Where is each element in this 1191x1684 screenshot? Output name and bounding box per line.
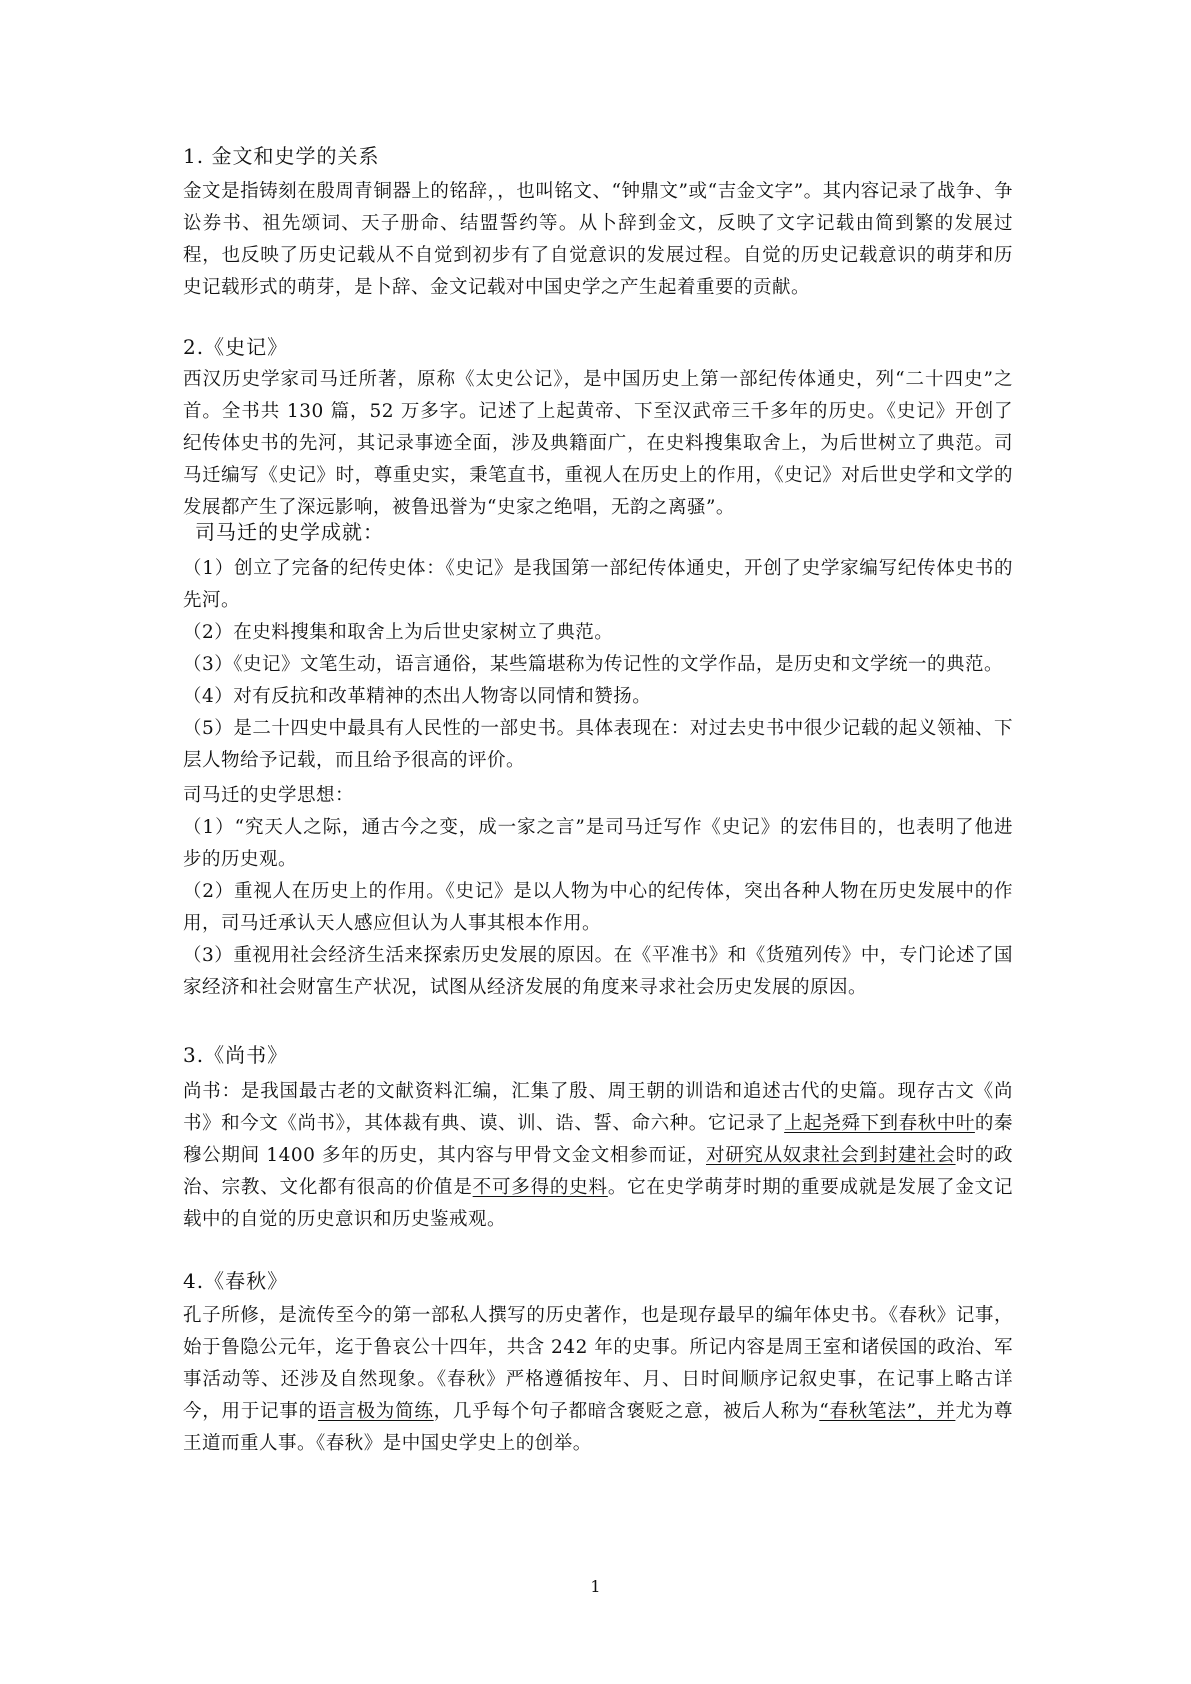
achievement-item: （1）创立了完备的纪传史体：《史记》是我国第一部纪传体通史，开创了史学家编写纪传体史书的先河。 <box>183 558 1013 611</box>
achievement-item: （5）是二十四史中最具有人民性的一部史书。具体表现在：对过去史书中很少记载的起义领袖、下层人物给予记载，而且给予很高的评价。 <box>183 718 1013 771</box>
underlined-text: 对研究从奴隶社会到封建社会 <box>706 1145 956 1166</box>
achievement-item: （3）《史记》文笔生动，语言通俗，某些篇堪称为传记性的文学作品，是历史和文学统一的典范。 <box>183 654 1004 675</box>
section-3-heading: 3.《尚书》 <box>183 1043 289 1067</box>
underlined-text: 语言极为简练 <box>317 1401 434 1422</box>
section-2-paragraph: 西汉历史学家司马迁所著，原称《太史公记》，是中国历史上第一部纪传体通史，列“二十四史”之首。全书共 130 篇，52 万多字。记述了上起黄帝、下至汉武帝三千多年的历史。《史记》开创了纪传体史书的先河，其记录事迹全面，涉及典籍面广，在史料搜集取舍上，为后世树立了典范。司马迁编写《史记》时，尊重史实，秉笔直书，重视人在历史上的作用，《史记》对后世史学和文学的发展都产生了深远影响，被鲁迅誉为“史家之绝唱，无韵之离骚”。 <box>183 369 1013 518</box>
thoughts-block <box>183 780 1013 1004</box>
achievements-heading: 司马迁的史学成就： <box>195 520 384 544</box>
achievements-list <box>183 553 1013 777</box>
achievement-item: （4）对有反抗和改革精神的杰出人物寄以同情和赞扬。 <box>183 686 652 707</box>
text-run: ，几乎每个句子都暗含褒贬之意，被后人称为 <box>433 1401 820 1422</box>
thought-item: （1）“究天人之际，通古今之变，成一家之言”是司马迁写作《史记》的宏伟目的，也表明了他进步的历史观。 <box>183 817 1013 870</box>
text-run: 时的政治、宗教、文化都有很高的价值是 <box>183 1145 1013 1198</box>
text-run: 。它在史学萌芽时期的重要成就是发展了金文记载中的自觉的历史意识和历史鉴戒观。 <box>183 1177 1013 1230</box>
text-run: 孔子所修，是流传至今的第一部私人撰写的历史著作，也是现存最早的编年体史书。《春秋》记事，始于鲁隐公元年，迄于鲁哀公十四年，共含 242 年的史事。所记内容是周王室和诸侯国的政治、军事活动等、还涉及自然现象。《春秋》严格遵循按年、月、日时间顺序记叙史事，在记事上略古详今，用于记事的 <box>183 1305 1013 1422</box>
section-1-paragraph: 金文是指铸刻在殷周青铜器上的铭辞，，也叫铭文、“钟鼎文”或“吉金文字”。其内容记录了战争、争讼券书、祖先颂词、天子册命、结盟誓约等。从卜辞到金文，反映了文字记载由简到繁的发展过程，也反映了历史记载从不自觉到初步有了自觉意识的发展过程。自觉的历史记载意识的萌芽和历史记载形式的萌芽，是卜辞、金文记载对中国史学之产生起着重要的贡献。 <box>183 181 1013 298</box>
underlined-text: “春秋笔法”，并 <box>819 1401 956 1422</box>
underlined-text: 上起尧舜下到春秋中叶 <box>784 1113 975 1134</box>
section-2-heading: 2.《史记》 <box>183 335 289 359</box>
text-run: 的秦穆公期间 1400 多年的历史，其内容与甲骨文金文相参而证， <box>183 1113 1013 1166</box>
text-run: 尤为尊王道而重人事。《春秋》是中国史学史上的创举。 <box>183 1401 1013 1454</box>
thought-item: （3）重视用社会经济生活来探索历史发展的原因。在《平准书》和《货殖列传》中，专门论述了国家经济和社会财富生产状况，试图从经济发展的角度来寻求社会历史发展的原因。 <box>183 945 1013 998</box>
section-4-paragraph <box>183 1300 1013 1460</box>
achievement-item: （2）在史料搜集和取舍上为后世史家树立了典范。 <box>183 622 614 643</box>
section-3-paragraph <box>183 1076 1013 1236</box>
section-4-heading: 4.《春秋》 <box>183 1269 289 1293</box>
underlined-text: 不可多得的史料 <box>472 1177 608 1198</box>
thoughts-heading: 司马迁的史学思想： <box>183 785 355 806</box>
page-number: 1 <box>590 1577 601 1596</box>
thought-item: （2）重视人在历史上的作用。《史记》是以人物为中心的纪传体，突出各种人物在历史发展中的作用，司马迁承认天人感应但认为人事其根本作用。 <box>183 881 1013 934</box>
section-1-heading: 1. 金文和史学的关系 <box>183 144 380 168</box>
text-run: 尚书：是我国最古老的文献资料汇编，汇集了殷、周王朝的训诰和追述古代的史篇。现存古文《尚书》和今文《尚书》，其体裁有典、谟、训、诰、誓、命六种。它记录了 <box>183 1081 1013 1134</box>
